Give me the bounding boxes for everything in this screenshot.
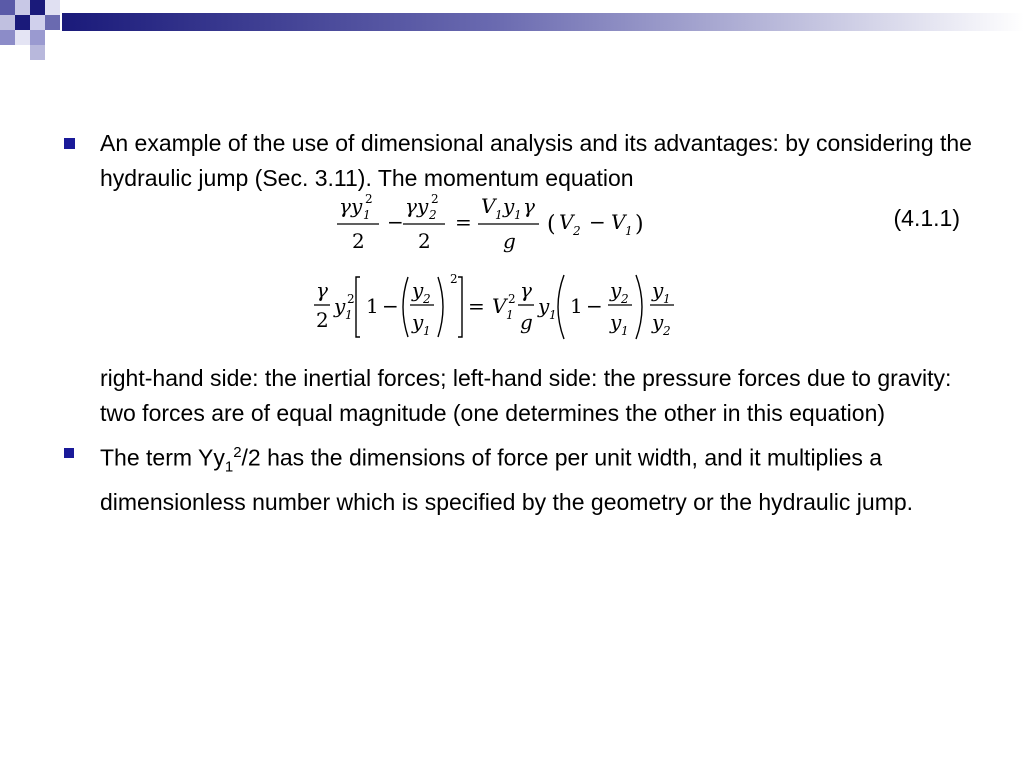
svg-text:y: y — [503, 194, 515, 218]
svg-text:γy: γy — [339, 194, 363, 218]
term-subscript: 1 — [224, 458, 234, 476]
svg-text:): ) — [635, 212, 644, 237]
term-suffix: /2 has the dimensions of force per unit width, and it multiplies a dimensionless number which is specified by the geometry or the hydraulic jump. — [100, 444, 914, 515]
svg-text:y: y — [652, 278, 664, 302]
bullet-item-dimensions — [64, 436, 984, 519]
svg-text:−: − — [387, 210, 404, 234]
svg-text:2: 2 — [347, 292, 355, 306]
svg-text:1: 1 — [363, 208, 371, 222]
svg-text:2: 2 — [429, 208, 437, 222]
equation-4-1-1 — [100, 192, 984, 261]
svg-text:y: y — [412, 278, 424, 302]
svg-text:=: = — [455, 210, 472, 234]
svg-text:1: 1 — [506, 308, 514, 322]
svg-text:y: y — [610, 310, 622, 334]
explanation-text: right-hand side: the inertial forces; left-hand side: the pressure forces due to gravity: two forces are of equal magnitude (one determines the other in this equation) — [100, 365, 952, 426]
svg-text:V: V — [611, 210, 626, 234]
rearranged-formula — [312, 267, 712, 347]
svg-text:γ: γ — [520, 278, 532, 302]
svg-text:2: 2 — [508, 292, 516, 306]
svg-text:−: − — [586, 294, 603, 318]
svg-text:−: − — [382, 294, 399, 318]
svg-text:y: y — [652, 310, 664, 334]
svg-text:y: y — [610, 278, 622, 302]
svg-text:(: ( — [547, 212, 556, 237]
svg-text:2: 2 — [316, 308, 329, 332]
equation-rearranged — [100, 261, 984, 361]
svg-text:1: 1 — [549, 308, 557, 322]
svg-text:1: 1 — [621, 324, 629, 338]
term-superscript: 2 — [233, 444, 242, 461]
equation-number: (4.1.1) — [893, 205, 960, 231]
header-decoration — [0, 0, 1024, 62]
svg-text:2: 2 — [450, 272, 458, 286]
svg-text:=: = — [468, 294, 485, 318]
svg-text:2: 2 — [423, 292, 431, 306]
svg-text:1: 1 — [663, 292, 671, 306]
svg-text:1: 1 — [514, 208, 522, 222]
svg-text:2: 2 — [573, 224, 581, 238]
svg-text:2: 2 — [352, 229, 365, 253]
svg-text:1: 1 — [625, 224, 633, 238]
svg-text:2: 2 — [431, 192, 439, 206]
svg-text:2: 2 — [663, 324, 671, 338]
svg-text:γ: γ — [523, 194, 535, 218]
bullet-list — [64, 126, 984, 519]
svg-text:1: 1 — [345, 308, 353, 322]
bullet-square-icon — [64, 448, 74, 458]
svg-text:1: 1 — [495, 208, 503, 222]
svg-text:y: y — [412, 310, 424, 334]
svg-text:1: 1 — [366, 294, 379, 318]
bullet-text: An example of the use of dimensional analysis and its advantages: by considering the hydraulic jump (Sec. 3.11). The momentum equation — [100, 130, 972, 191]
svg-text:2: 2 — [621, 292, 629, 306]
svg-text:1: 1 — [423, 324, 431, 338]
svg-text:V: V — [492, 294, 507, 318]
svg-text:2: 2 — [365, 192, 373, 206]
svg-text:2: 2 — [418, 229, 431, 253]
svg-text:g: g — [503, 229, 516, 253]
svg-text:y: y — [538, 294, 550, 318]
momentum-equation-formula — [335, 191, 675, 257]
svg-text:V: V — [559, 210, 574, 234]
term-prefix: The term Yy — [100, 444, 225, 471]
bullet-item-momentum — [64, 126, 984, 430]
svg-text:V: V — [481, 194, 496, 218]
bullet-square-icon — [64, 138, 75, 149]
svg-text:g: g — [520, 310, 533, 334]
svg-text:γy: γy — [405, 194, 429, 218]
svg-text:1: 1 — [570, 294, 583, 318]
bullet-text — [100, 436, 984, 519]
svg-text:γ: γ — [316, 278, 328, 302]
svg-text:y: y — [334, 294, 346, 318]
svg-text:−: − — [589, 210, 606, 234]
